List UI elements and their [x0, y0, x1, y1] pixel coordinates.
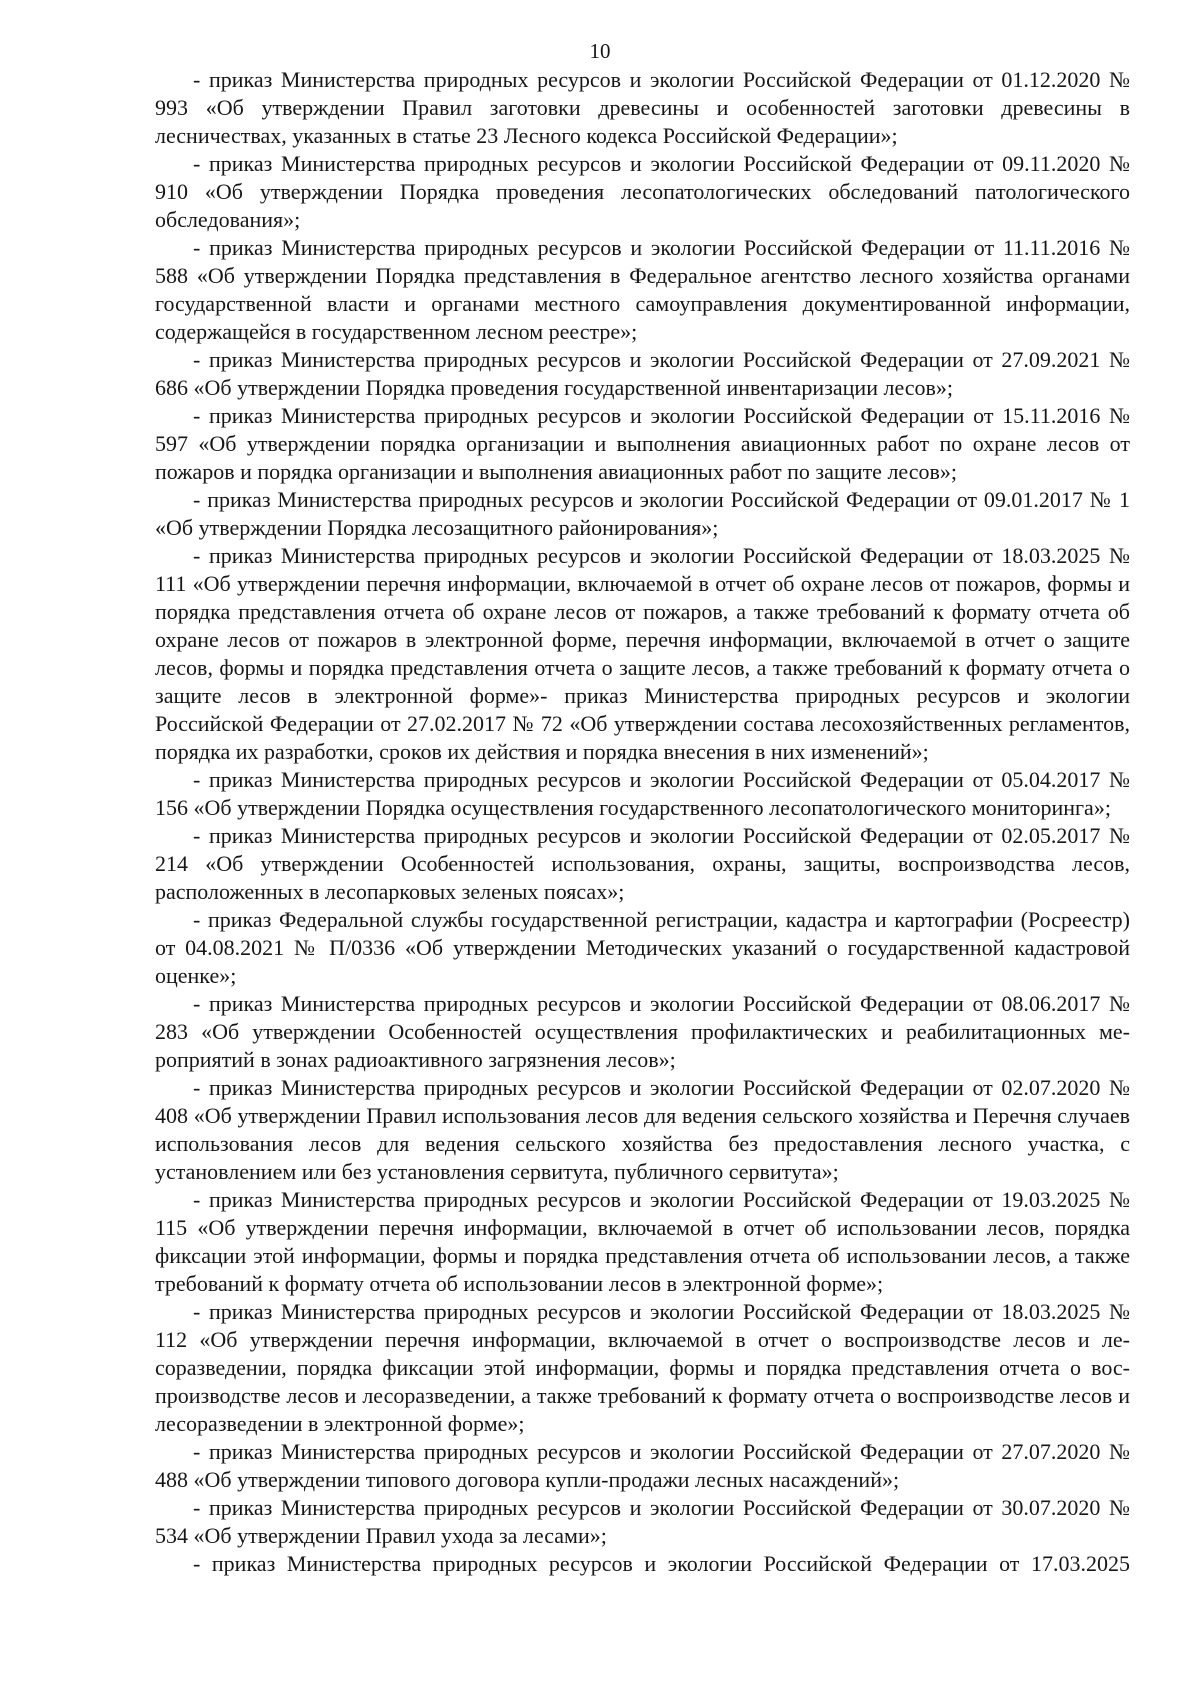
list-item: - приказ Министерства природных ресурсов и экологии Российской Федерации от 11.11.2016 № 588 «Об утверждении Порядка представления в Федеральное агентство лесного хозяйства органами государственной власти и органами местного самоуправления документированной информации, содержащейся в государственном лесном реестре»; [155, 235, 1130, 344]
page-number: 10 [589, 39, 611, 63]
list-item: - приказ Министерства природных ресурсов и экологии Российской Федерации от 18.03.2025 № 112 «Об утверждении перечня информации, включаемой в отчет о воспроизводстве лесов и лесоразведении, порядка фиксации этой информации, формы и порядка представления отчета о воспроизводстве лесов и лесоразведении, а также требований к формату отчета о воспроизводстве лесов и лесоразведении в электронной форме»; [155, 1299, 1130, 1436]
document-body [155, 66, 1130, 1578]
list-item: - приказ Министерства природных ресурсов и экологии Российской Федерации от 27.07.2020 № 488 «Об утверждении типового договора купли-продажи лесных насаждений»; [155, 1439, 1130, 1492]
list-item: - приказ Министерства природных ресурсов и экологии Российской Федерации от 09.11.2020 № 910 «Об утверждении Порядка проведения лесопатологических обследований патологического обследования»; [155, 151, 1130, 232]
list-item: - приказ Министерства природных ресурсов и экологии Российской Федерации от 30.07.2020 № 534 «Об утверждении Правил ухода за лесами»; [155, 1495, 1130, 1548]
list-item: - приказ Министерства природных ресурсов и экологии Российской Федерации от 27.09.2021 № 686 «Об утверждении Порядка проведения государственной инвентаризации лесов»; [155, 347, 1130, 400]
list-item: - приказ Министерства природных ресурсов и экологии Российской Федерации от 01.12.2020 № 993 «Об утверждении Правил заготовки древесины и особенностей заготовки древесины в лесничествах, указанных в статье 23 Лесного кодекса Российской Федерации»; [155, 67, 1130, 148]
list-item: - приказ Министерства природных ресурсов и экологии Российской Федерации от 09.01.2017 № 1 «Об утверждении Порядка лесозащитного районирования»; [155, 487, 1130, 540]
list-item: - приказ Министерства природных ресурсов и экологии Российской Федерации от 19.03.2025 № 115 «Об утверждении перечня информации, включаемой в отчет об использовании лесов, порядка фиксации этой информации, формы и порядка представления отчета об использовании лесов, а также требований к формату отчета об использовании лесов в электронной форме»; [155, 1187, 1130, 1296]
list-item: - приказ Министерства природных ресурсов и экологии Российской Федерации от 02.05.2017 № 214 «Об утверждении Особенностей использования, охраны, защиты, воспроизводства лесов, расположенных в лесопарковых зеленых поясах»; [155, 823, 1130, 904]
list-item: - приказ Министерства природных ресурсов и экологии Российской Федерации от 17.03.2025 [193, 1551, 1130, 1576]
list-item: - приказ Министерства природных ресурсов и экологии Российской Федерации от 15.11.2016 № 597 «Об утверждении порядка организации и выполнения авиационных работ по охране лесов от пожаров и порядка организации и выполнения авиационных работ по защите лесов»; [155, 403, 1130, 484]
list-item: - приказ Министерства природных ресурсов и экологии Российской Федерации от 18.03.2025 № 111 «Об утверждении перечня информации, включаемой в отчет об охране лесов от пожаров, формы и порядка представления отчета об охране лесов от пожаров, а также требований к формату отчета об охране лесов от пожаров в электронной форме, перечня информации, включаемой в отчет о защите лесов, формы и порядка представления отчета о защите лесов, а также требований к формату отчета о защите лесов в электронной форме»- приказ Министерства природных ресурсов и экологии Российской Федерации от 27.02.2017 № 72 «Об утверждении состава лесохозяйственных регламентов, порядка их разработки, сроков их действия и порядка внесения в них изменений»; [155, 543, 1130, 764]
list-item: - приказ Министерства природных ресурсов и экологии Российской Федерации от 02.07.2020 № 408 «Об утверждении Правил использования лесов для ведения сельского хозяйства и Перечня случаев использования лесов для ведения сельского хозяйства без предоставления лесного участка, с установлением или без установления сервитута, публичного сервитута»; [155, 1075, 1130, 1184]
list-item: - приказ Министерства природных ресурсов и экологии Российской Федерации от 08.06.2017 № 283 «Об утверждении Особенностей осуществления профилактических и реабилитационных мероприятий в зонах радиоактивного загрязнения лесов»; [155, 991, 1130, 1072]
list-item: - приказ Министерства природных ресурсов и экологии Российской Федерации от 05.04.2017 № 156 «Об утверждении Порядка осуществления государственного лесопатологического мониторинга»; [155, 767, 1130, 820]
list-item: - приказ Федеральной службы государственной регистрации, кадастра и картографии (Росреестр) от 04.08.2021 № П/0336 «Об утверждении Методических указаний о государственной кадастровой оценке»; [155, 907, 1130, 988]
